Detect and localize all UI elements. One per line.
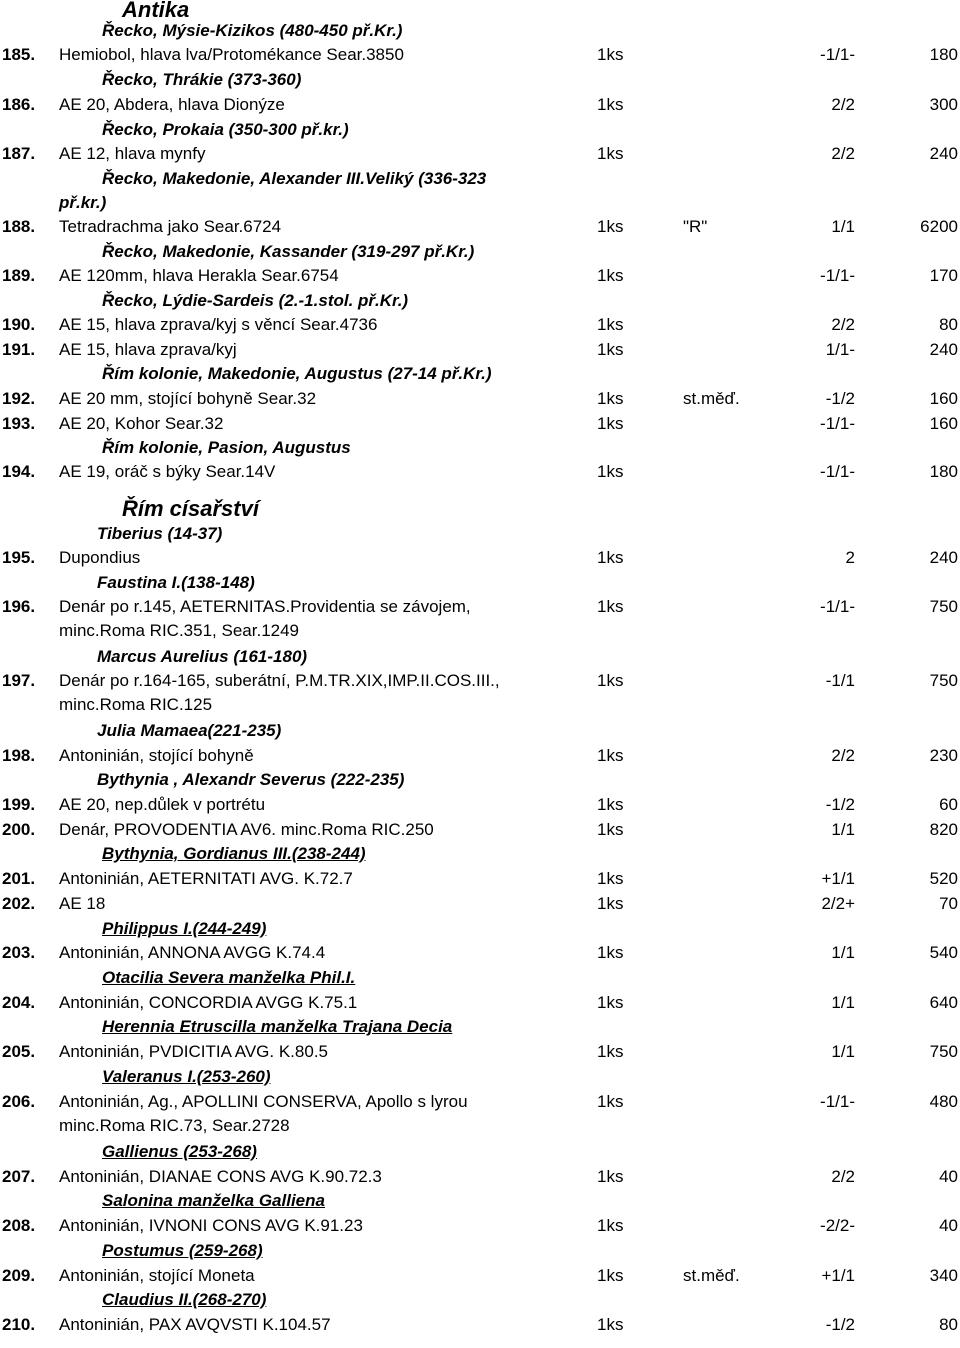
subheading-text: Gallienus (253-268) — [102, 1142, 257, 1161]
catalog-subheading — [0, 240, 960, 264]
item-quantity: 1ks — [597, 671, 624, 690]
item-description: Antoninián, stojící bohyně — [59, 746, 254, 765]
item-number: 206. — [2, 1092, 36, 1111]
item-quantity: 1ks — [597, 45, 624, 64]
item-description: AE 18 — [59, 894, 106, 913]
item-description: Antoninián, ANNONA AVGG K.74.4 — [59, 943, 326, 962]
catalog-item — [0, 43, 960, 67]
item-grade: 2/2+ — [821, 894, 855, 913]
item-grade: -1/1- — [820, 597, 855, 616]
catalog-subheading — [0, 1288, 960, 1312]
subheading-text: Otacilia Severa manželka Phil.I. — [102, 968, 356, 987]
catalog-item — [0, 387, 960, 411]
item-grade: -1/2 — [825, 389, 855, 408]
item-note: st.měď. — [683, 1266, 740, 1285]
item-quantity: 1ks — [597, 95, 624, 114]
catalog-item — [0, 264, 960, 288]
item-price: 160 — [929, 414, 958, 433]
item-number: 186. — [2, 95, 36, 114]
item-price: 240 — [929, 548, 958, 567]
subheading-text: Řecko, Lýdie-Sardeis (2.-1.stol. př.Kr.) — [102, 291, 409, 310]
item-quantity: 1ks — [597, 414, 624, 433]
item-number: 201. — [2, 869, 36, 888]
catalog-item — [0, 818, 960, 842]
catalog-subheading — [0, 522, 960, 546]
catalog-item — [0, 412, 960, 436]
item-quantity: 1ks — [597, 266, 624, 285]
item-description: Denár po r.145, AETERNITAS.Providentia se závojem, — [59, 597, 471, 616]
continuation-text: minc.Roma RIC.351, Sear.1249 — [59, 621, 300, 640]
item-price: 300 — [929, 95, 958, 114]
item-grade: -1/2 — [825, 1315, 855, 1334]
item-quantity: 1ks — [597, 1266, 624, 1285]
item-grade: 1/1 — [831, 943, 855, 962]
item-quantity: 1ks — [597, 820, 624, 839]
item-quantity: 1ks — [597, 993, 624, 1012]
item-price: 160 — [929, 389, 958, 408]
subheading-text: Philippus I.(244-249) — [102, 919, 267, 938]
item-quantity: 1ks — [597, 746, 624, 765]
item-price: 640 — [929, 993, 958, 1012]
item-price: 520 — [929, 869, 958, 888]
item-description: Antoninián, IVNONI CONS AVG K.91.23 — [59, 1216, 363, 1235]
subheading-text: Julia Mamaea(221-235) — [97, 721, 282, 740]
subheading-text: Herennia Etruscilla manželka Trajana Decia — [102, 1017, 453, 1036]
catalog-item — [0, 546, 960, 570]
item-price: 170 — [929, 266, 958, 285]
item-quantity: 1ks — [597, 389, 624, 408]
catalog-subheading — [0, 842, 960, 866]
item-grade: 2 — [845, 548, 855, 567]
item-grade: -1/1- — [820, 45, 855, 64]
catalog-subheading — [0, 966, 960, 990]
subheading-text: Salonina manželka Galliena — [102, 1191, 325, 1210]
subheading-text: Valeranus I.(253-260) — [102, 1067, 271, 1086]
item-number: 195. — [2, 548, 36, 567]
item-description: Antoninián, stojící Moneta — [59, 1266, 255, 1285]
catalog-subheading — [0, 1015, 960, 1039]
item-number: 202. — [2, 894, 36, 913]
catalog-item — [0, 669, 960, 693]
item-quantity: 1ks — [597, 462, 624, 481]
item-quantity: 1ks — [597, 217, 624, 236]
item-grade: 1/1- — [825, 340, 855, 359]
item-number: 204. — [2, 993, 36, 1012]
item-grade: 1/1 — [831, 993, 855, 1012]
item-grade: 1/1 — [831, 217, 855, 236]
item-price: 40 — [939, 1167, 958, 1186]
item-price: 820 — [929, 820, 958, 839]
item-description: Hemiobol, hlava lva/Protomékance Sear.3850 — [59, 45, 404, 64]
item-grade: 1/1 — [831, 820, 855, 839]
catalog-item — [0, 338, 960, 362]
catalog-subheading — [0, 19, 960, 43]
continuation-text: minc.Roma RIC.125 — [59, 695, 213, 714]
catalog-continuation — [0, 1114, 960, 1138]
item-price: 180 — [929, 462, 958, 481]
item-description: Dupondius — [59, 548, 141, 567]
subheading-text: Faustina I.(138-148) — [97, 573, 255, 592]
item-description: AE 12, hlava mynfy — [59, 144, 206, 163]
item-quantity: 1ks — [597, 894, 624, 913]
item-number: 205. — [2, 1042, 36, 1061]
catalog-subheading — [0, 1189, 960, 1213]
catalog-subheading — [0, 118, 960, 142]
item-quantity: 1ks — [597, 869, 624, 888]
subheading-text: Bythynia , Alexandr Severus (222-235) — [97, 770, 405, 789]
catalog-continuation — [0, 619, 960, 643]
catalog-subheading — [0, 289, 960, 313]
item-number: 190. — [2, 315, 36, 334]
item-number: 209. — [2, 1266, 36, 1285]
subheading-text: Bythynia, Gordianus III.(238-244) — [102, 844, 366, 863]
subheading-text: Řecko, Makedonie, Kassander (319-297 př.Kr.) — [102, 242, 475, 261]
item-price: 80 — [939, 1315, 958, 1334]
subheading-text: Tiberius (14-37) — [97, 524, 223, 543]
subheading-text: Řecko, Mýsie-Kizikos (480-450 př.Kr.) — [102, 21, 403, 40]
catalog-subheading — [0, 1239, 960, 1263]
subheading-text: Marcus Aurelius (161-180) — [97, 647, 308, 666]
catalog-item — [0, 1165, 960, 1189]
item-quantity: 1ks — [597, 1092, 624, 1111]
catalog-item — [0, 1214, 960, 1238]
item-price: 540 — [929, 943, 958, 962]
subheading-text: Řecko, Makedonie, Alexander III.Veliký (336-323 — [102, 169, 487, 188]
subheading-text: Řecko, Prokaia (350-300 př.kr.) — [102, 120, 349, 139]
catalog-item — [0, 744, 960, 768]
item-description: Tetradrachma jako Sear.6724 — [59, 217, 282, 236]
item-quantity: 1ks — [597, 1216, 624, 1235]
catalog-item — [0, 142, 960, 166]
item-description: Antoninián, PVDICITIA AVG. K.80.5 — [59, 1042, 328, 1061]
item-number: 192. — [2, 389, 36, 408]
catalog-subheading — [0, 191, 960, 215]
item-description: AE 19, oráč s býky Sear.14V — [59, 462, 276, 481]
catalog-subheading — [0, 436, 960, 460]
item-price: 80 — [939, 315, 958, 334]
item-number: 207. — [2, 1167, 36, 1186]
catalog-subheading — [0, 1140, 960, 1164]
item-quantity: 1ks — [597, 597, 624, 616]
heading-rim-cisarstvi: Řím císařství — [122, 496, 259, 521]
item-price: 60 — [939, 795, 958, 814]
catalog-subheading — [0, 167, 960, 191]
item-number: 197. — [2, 671, 36, 690]
subheading-text: Claudius II.(268-270) — [102, 1290, 267, 1309]
item-description: AE 20, nep.důlek v portrétu — [59, 795, 266, 814]
item-description: Antoninián, Ag., APOLLINI CONSERVA, Apollo s lyrou — [59, 1092, 468, 1111]
item-price: 6200 — [920, 217, 958, 236]
item-number: 193. — [2, 414, 36, 433]
item-description: AE 20, Kohor Sear.32 — [59, 414, 224, 433]
item-quantity: 1ks — [597, 1315, 624, 1334]
item-quantity: 1ks — [597, 1042, 624, 1061]
heading-antika: Antika — [122, 0, 190, 22]
subheading-text: Postumus (259-268) — [102, 1241, 263, 1260]
subheading-text: Řím kolonie, Pasion, Augustus — [102, 438, 351, 457]
item-grade: 2/2 — [831, 95, 855, 114]
catalog-item — [0, 1040, 960, 1064]
item-description: Antoninián, PAX AVQVSTI K.104.57 — [59, 1315, 331, 1334]
item-price: 230 — [929, 746, 958, 765]
catalog-item — [0, 313, 960, 337]
item-number: 198. — [2, 746, 36, 765]
item-number: 188. — [2, 217, 36, 236]
item-description: Denár, PROVODENTIA AV6. minc.Roma RIC.250 — [59, 820, 434, 839]
item-grade: 2/2 — [831, 315, 855, 334]
catalog-subheading — [0, 768, 960, 792]
item-number: 187. — [2, 144, 36, 163]
item-number: 200. — [2, 820, 36, 839]
item-grade: -1/1- — [820, 266, 855, 285]
item-quantity: 1ks — [597, 795, 624, 814]
item-description: Antoninián, AETERNITATI AVG. K.72.7 — [59, 869, 353, 888]
item-description: AE 20, Abdera, hlava Dionýze — [59, 95, 285, 114]
catalog-subheading — [0, 362, 960, 386]
item-price: 750 — [929, 597, 958, 616]
catalog-subheading — [0, 917, 960, 941]
item-number: 191. — [2, 340, 36, 359]
item-quantity: 1ks — [597, 315, 624, 334]
catalog-item — [0, 1264, 960, 1288]
catalog-subheading — [0, 1065, 960, 1089]
item-grade: +1/1 — [821, 1266, 855, 1285]
catalog-item — [0, 595, 960, 619]
item-quantity: 1ks — [597, 943, 624, 962]
item-grade: 1/1 — [831, 1042, 855, 1061]
item-number: 196. — [2, 597, 36, 616]
item-description: Antoninián, CONCORDIA AVGG K.75.1 — [59, 993, 358, 1012]
catalog-continuation — [0, 693, 960, 717]
catalog-item — [0, 793, 960, 817]
item-grade: +1/1 — [821, 869, 855, 888]
item-price: 240 — [929, 144, 958, 163]
item-description: Denár po r.164-165, suberátní, P.M.TR.XIX,IMP.II.COS.III., — [59, 671, 500, 690]
subheading-text: Řecko, Thrákie (373-360) — [102, 70, 302, 89]
item-number: 199. — [2, 795, 36, 814]
catalog-subheading — [0, 645, 960, 669]
catalog-item — [0, 1313, 960, 1337]
item-description: AE 15, hlava zprava/kyj s věncí Sear.4736 — [59, 315, 378, 334]
item-number: 203. — [2, 943, 36, 962]
item-description: Antoninián, DIANAE CONS AVG K.90.72.3 — [59, 1167, 382, 1186]
item-grade: -1/1 — [825, 671, 855, 690]
item-description: AE 15, hlava zprava/kyj — [59, 340, 237, 359]
catalog-subheading — [0, 571, 960, 595]
item-grade: -1/1- — [820, 414, 855, 433]
item-price: 750 — [929, 671, 958, 690]
item-price: 70 — [939, 894, 958, 913]
item-price: 240 — [929, 340, 958, 359]
catalog-item — [0, 215, 960, 239]
catalog-item — [0, 460, 960, 484]
item-number: 208. — [2, 1216, 36, 1235]
item-grade: 2/2 — [831, 144, 855, 163]
item-description: AE 120mm, hlava Herakla Sear.6754 — [59, 266, 339, 285]
item-grade: 2/2 — [831, 1167, 855, 1186]
catalog-item — [0, 93, 960, 117]
item-price: 750 — [929, 1042, 958, 1061]
item-price: 480 — [929, 1092, 958, 1111]
item-number: 189. — [2, 266, 36, 285]
item-price: 40 — [939, 1216, 958, 1235]
subheading-text: Řím kolonie, Makedonie, Augustus (27-14 př.Kr.) — [102, 364, 492, 383]
item-grade: -2/2- — [820, 1216, 855, 1235]
item-quantity: 1ks — [597, 548, 624, 567]
item-quantity: 1ks — [597, 340, 624, 359]
item-note: "R" — [683, 217, 708, 236]
catalog-subheading — [0, 719, 960, 743]
item-grade: -1/1- — [820, 1092, 855, 1111]
catalog-item — [0, 991, 960, 1015]
item-grade: -1/1- — [820, 462, 855, 481]
item-grade: 2/2 — [831, 746, 855, 765]
item-quantity: 1ks — [597, 1167, 624, 1186]
subheading-text: př.kr.) — [59, 193, 107, 212]
item-number: 210. — [2, 1315, 36, 1334]
catalog-item — [0, 1090, 960, 1114]
continuation-text: minc.Roma RIC.73, Sear.2728 — [59, 1116, 290, 1135]
item-note: st.měď. — [683, 389, 740, 408]
item-price: 340 — [929, 1266, 958, 1285]
item-number: 194. — [2, 462, 36, 481]
catalog-item — [0, 867, 960, 891]
item-description: AE 20 mm, stojící bohyně Sear.32 — [59, 389, 317, 408]
catalog-subheading — [0, 68, 960, 92]
catalog-item — [0, 941, 960, 965]
item-number: 185. — [2, 45, 36, 64]
item-grade: -1/2 — [825, 795, 855, 814]
catalog-item — [0, 892, 960, 916]
item-price: 180 — [929, 45, 958, 64]
item-quantity: 1ks — [597, 144, 624, 163]
